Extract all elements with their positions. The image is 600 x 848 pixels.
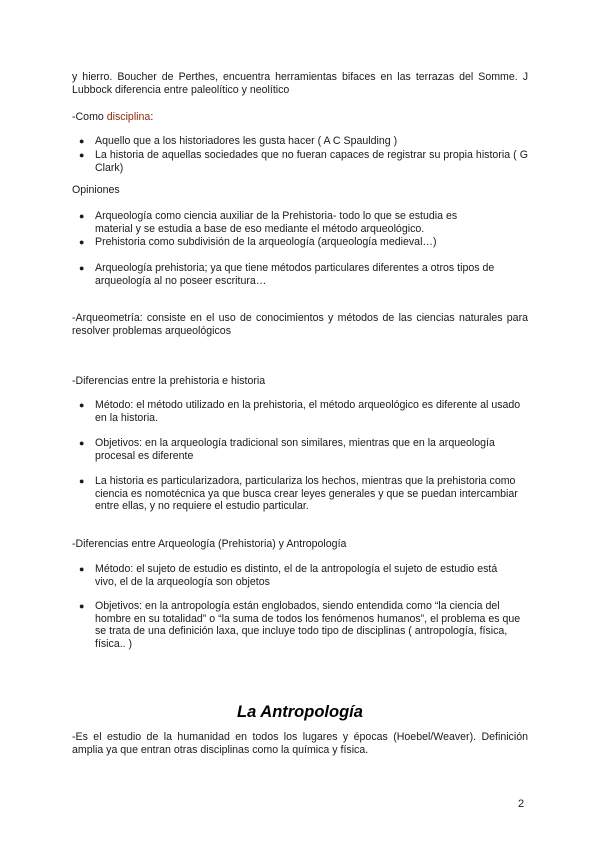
- dif1-heading: -Diferencias entre la prehistoria e historia: [72, 375, 266, 387]
- list-item-text: La historia es particularizadora, particulariza los hechos, mientras que la prehistoria como ciencia es nomotécnica ya que busca crear leyes generales y que se puedan intercambiar entre ellas, y no requiere el estudio particular.: [95, 475, 518, 512]
- bullet-icon: ●: [79, 564, 85, 574]
- list-item: [79, 236, 515, 249]
- antropologia-paragraph: -Es el estudio de la humanidad en todos los lugares y épocas (Hoebel/Weaver). Definición amplia ya que entran otras disciplinas como la química y física.: [72, 731, 528, 756]
- bullet-icon: ●: [79, 263, 85, 273]
- disciplina-word: disciplina: [106, 111, 151, 123]
- list-item: [79, 149, 528, 174]
- list-item: [79, 399, 528, 424]
- bullet-icon: ●: [79, 400, 85, 410]
- bullet-icon: ●: [79, 438, 85, 448]
- bullet-icon: ●: [79, 237, 85, 247]
- disciplina-prefix: -Como: [72, 111, 107, 123]
- list-item-text: Aquello que a los historiadores les gusta hacer ( A C Spaulding ): [95, 135, 398, 147]
- list-item: [79, 437, 495, 462]
- disciplina-label: [72, 111, 528, 124]
- bullet-icon: ●: [79, 150, 85, 160]
- opiniones-label: Opiniones: [72, 184, 120, 196]
- list-item-text: Objetivos: en la arqueología tradicional son similares, mientras que en la arqueología procesal es diferente: [95, 437, 495, 462]
- list-item: [79, 475, 525, 513]
- list-item: [79, 563, 515, 588]
- list-item-text: Método: el método utilizado en la prehistoria, el método arqueológico es diferente al usado en la historia.: [95, 399, 521, 424]
- page-number: 2: [518, 798, 525, 810]
- section-title: La Antropología: [237, 703, 363, 721]
- list-item-text: La historia de aquellas sociedades que no fueran capaces de registrar su propia historia ( G Clark): [95, 149, 528, 174]
- list-item: [79, 262, 495, 287]
- arqueometria-paragraph: -Arqueometría: consiste en el uso de conocimientos y métodos de las ciencias naturales para resolver problemas arqueológicos: [72, 312, 528, 337]
- dif2-heading: -Diferencias entre Arqueología (Prehistoria) y Antropología: [72, 538, 347, 550]
- list-item-text: Método: el sujeto de estudio es distinto, el de la antropología el sujeto de estudio está vivo, el de la arqueología son objetos: [95, 563, 498, 588]
- list-item: [79, 600, 528, 650]
- list-item-text: Arqueología como ciencia auxiliar de la Prehistoria- todo lo que se estudia es material y se estudia a base de eso mediante el método arqueológico.: [95, 210, 458, 235]
- list-item-text: Objetivos: en la antropología están englobados, siendo entendida como “la ciencia del hombre en su totalidad” o “la suma de todos los fenómenos humanos”, el problema es que se trata de una definición laxa, que incluye todo tipo de disciplinas ( antropología, física, física.. ): [95, 600, 521, 650]
- disciplina-suffix: :: [150, 111, 154, 123]
- bullet-icon: ●: [79, 476, 85, 486]
- intro-paragraph: y hierro. Boucher de Perthes, encuentra herramientas bifaces en las terrazas del Somme. J Lubbock diferencia entre paleolítico y neolítico: [72, 71, 528, 96]
- bullet-icon: ●: [79, 601, 85, 611]
- list-item-text: Arqueología prehistoria; ya que tiene métodos particulares diferentes a otros tipos de arqueología al no poseer escritura…: [95, 262, 495, 287]
- list-item: [79, 135, 515, 148]
- list-item: [79, 210, 495, 235]
- bullet-icon: ●: [79, 211, 85, 221]
- list-item-text: Prehistoria como subdivisión de la arqueología (arqueología medieval…): [95, 236, 437, 248]
- bullet-icon: ●: [79, 136, 85, 146]
